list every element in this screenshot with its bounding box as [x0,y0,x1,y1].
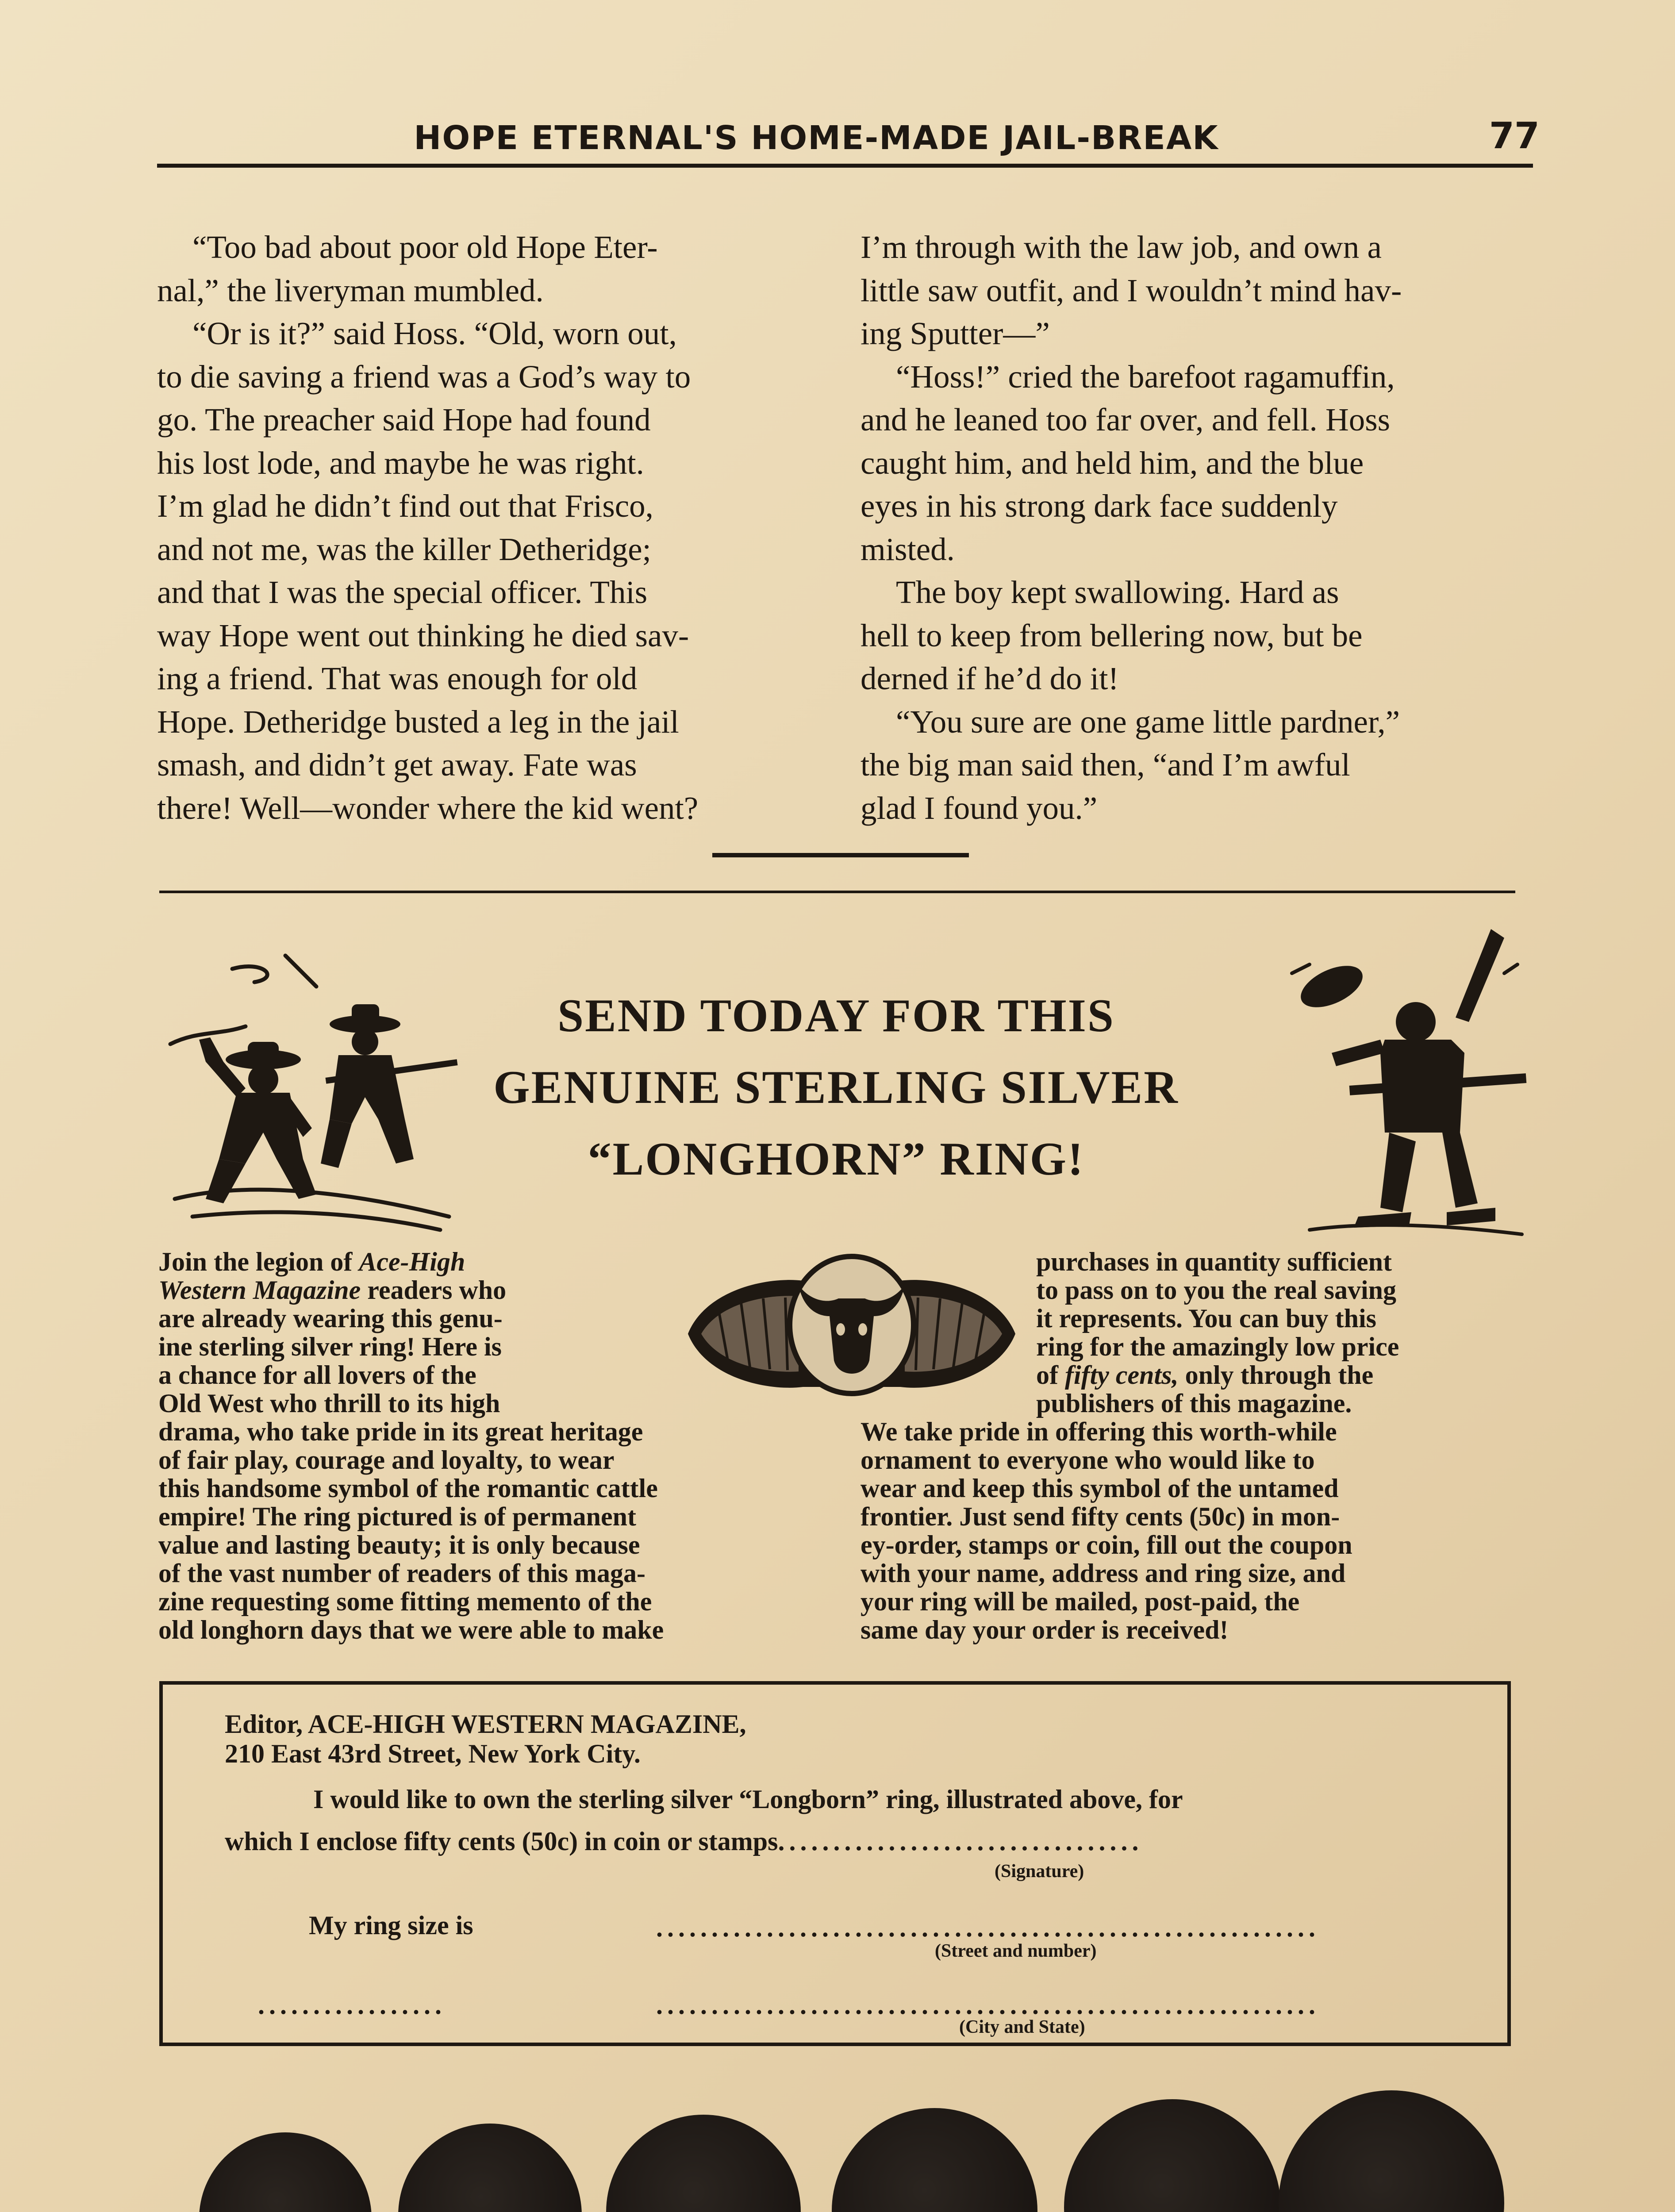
coupon-order-line: I would like to own the sterling silver “Longborn” ring, illustrated above, for [313,1785,1183,1814]
city-field[interactable]: ............................................................ [656,1990,1320,2020]
ad-copy-line: purchases in quantity sufficient [1036,1247,1392,1276]
story-line: ing Sputter—” [861,315,1050,351]
ad-copy-line: ine sterling silver ring! Here is [158,1332,502,1361]
headline-line: GENUINE STERLING SILVER [493,1061,1179,1113]
story-line: “Or is it?” said Hoss. “Old, worn out, [192,315,677,351]
price-text: fifty cents, [1064,1360,1179,1390]
section-rule [159,891,1515,893]
cowboy-illustration [1283,920,1531,1239]
story-column-right [861,226,1515,830]
story-line: and he leaned too far over, and fell. Hoss [861,402,1391,438]
ad-copy-line: wear and keep this symbol of the untamed [861,1474,1339,1503]
story-line: go. The preacher said Hope had found [157,402,651,438]
story-line: The boy kept swallowing. Hard as [896,574,1339,610]
coupon-order-text: which I enclose fifty cents (50c) in coin or stamps [225,1827,778,1856]
ad-copy-text: only through the [1185,1360,1374,1390]
ad-copy-line: frontier. Just send fifty cents (50c) in mon- [861,1502,1340,1531]
headline-line: “LONGHORN” RING! [588,1133,1085,1185]
running-head [159,115,1540,157]
ad-copy-text: readers who [361,1275,507,1305]
story-line: caught him, and held him, and the blue [861,445,1364,481]
story-line: I’m through with the law job, and own a [861,229,1382,265]
ad-copy-line [1036,1361,1517,1389]
ad-copy-right-bottom [861,1417,1517,1644]
story-line: his lost lode, and maybe he was right. [157,445,644,481]
story-end-rule [712,853,969,857]
coupon-editor-line: Editor, ACE-HIGH WESTERN MAGAZINE, [225,1709,746,1739]
ad-copy-line: zine requesting some fitting memento of the [158,1587,652,1616]
running-title: HOPE ETERNAL'S HOME-MADE JAIL-BREAK [414,119,1219,157]
story-column-left [157,226,812,830]
ad-copy-line: this handsome symbol of the romantic cattle [158,1474,658,1503]
ring-size-field[interactable]: ................. [258,1990,446,2020]
ad-copy-line: with your name, address and ring size, and [861,1559,1346,1588]
ring-size-circle [398,2124,582,2212]
story-line: glad I found you.” [861,790,1098,826]
headline-line: SEND TODAY FOR THIS [557,990,1115,1041]
order-coupon [159,1681,1511,2046]
story-line: eyes in his strong dark face suddenly [861,488,1338,524]
ad-copy-line: same day your order is received! [861,1615,1229,1644]
street-caption: (Street and number) [935,1941,1097,1961]
ring-size-circle [832,2108,1037,2212]
story-line: “You sure are one game little pardner,” [896,703,1400,740]
ad-copy-line: old longhorn days that we were able to make [158,1615,664,1644]
ad-copy-line: a chance for all lovers of the [158,1360,476,1390]
street-field[interactable]: ............................................................ [656,1913,1320,1942]
ad-copy-line: Old West who thrill to its high [158,1389,500,1418]
ad-copy-line: to pass on to you the real saving [1036,1275,1396,1305]
story-line: “Hoss!” cried the barefoot ragamuffin, [896,358,1395,395]
gunfighters-illustration [157,951,467,1239]
story-line: way Hope went out thinking he died sav- [157,617,689,653]
story-line: the big man said then, “and I’m awful [861,747,1350,783]
ring-size-circle [1279,2090,1504,2212]
city-caption: (City and State) [959,2017,1085,2037]
story-line: there! Well—wonder where the kid went? [157,790,699,826]
header-rule [157,164,1533,168]
ad-copy-line [158,1248,641,1276]
ad-copy-line: are already wearing this genu- [158,1304,503,1333]
signature-field[interactable]: ................................. [778,1827,1143,1856]
story-line: Hope. Detheridge busted a leg in the jail [157,703,679,740]
story-line: and not me, was the killer Detheridge; [157,531,651,567]
ad-copy-line: publishers of this magazine. [1036,1389,1352,1418]
ring-size-circle [606,2115,801,2212]
ad-copy-line: of the vast number of readers of this maga- [158,1559,646,1588]
ad-copy-line: value and lasting beauty; it is only because [158,1530,640,1559]
ring-size-circle [1064,2099,1281,2212]
ad-copy-line: drama, who take pride in its great heritage [158,1417,643,1446]
ring-size-circle [199,2132,372,2212]
story-line: nal,” the liveryman mumbled. [157,272,544,308]
ad-copy-text: Join the legion of [158,1247,353,1276]
ad-copy-line: of fair play, courage and loyalty, to wear [158,1445,615,1475]
ad-copy-line: We take pride in offering this worth-while [861,1417,1337,1446]
story-line: misted. [861,531,955,567]
story-line: smash, and didn’t get away. Fate was [157,747,637,783]
story-line: little saw outfit, and I wouldn’t mind hav- [861,272,1402,308]
ad-copy-line: your ring will be mailed, post-paid, the [861,1587,1300,1616]
ad-copy-right-top [1036,1248,1517,1417]
ad-copy-line [158,1276,641,1304]
longhorn-ring-illustration [679,1237,1024,1413]
magazine-name: Ace-High [359,1247,465,1276]
story-line: to die saving a friend was a God’s way to [157,358,691,395]
ad-copy-line: ring for the amazingly low price [1036,1332,1399,1361]
story-line: “Too bad about poor old Hope Eter- [192,229,658,265]
page-number: 77 [1489,115,1540,157]
ad-copy-line: it represents. You can buy this [1036,1304,1376,1333]
magazine-name: Western Magazine [158,1275,361,1305]
story-line: and that I was the special officer. This [157,574,648,610]
ad-copy-line: ey-order, stamps or coin, fill out the coupon [861,1530,1352,1559]
ad-copy-left-top [158,1248,641,1417]
ring-size-label: My ring size is [309,1911,473,1940]
signature-caption: (Signature) [995,1861,1084,1882]
ad-copy-text: of [1036,1360,1058,1390]
story-line: derned if he’d do it! [861,661,1119,696]
story-line: hell to keep from bellering now, but be [861,617,1363,653]
ad-headline [442,980,1230,1195]
story-line: ing a friend. That was enough for old [157,661,638,696]
ad-copy-line: empire! The ring pictured is of permanent [158,1502,636,1531]
story-line: I’m glad he didn’t find out that Frisco, [157,488,653,524]
coupon-order-line [225,1826,1143,1857]
coupon-address-line: 210 East 43rd Street, New York City. [225,1739,641,1768]
ad-copy-line: ornament to everyone who would like to [861,1445,1315,1475]
ad-copy-left-bottom [158,1417,813,1644]
